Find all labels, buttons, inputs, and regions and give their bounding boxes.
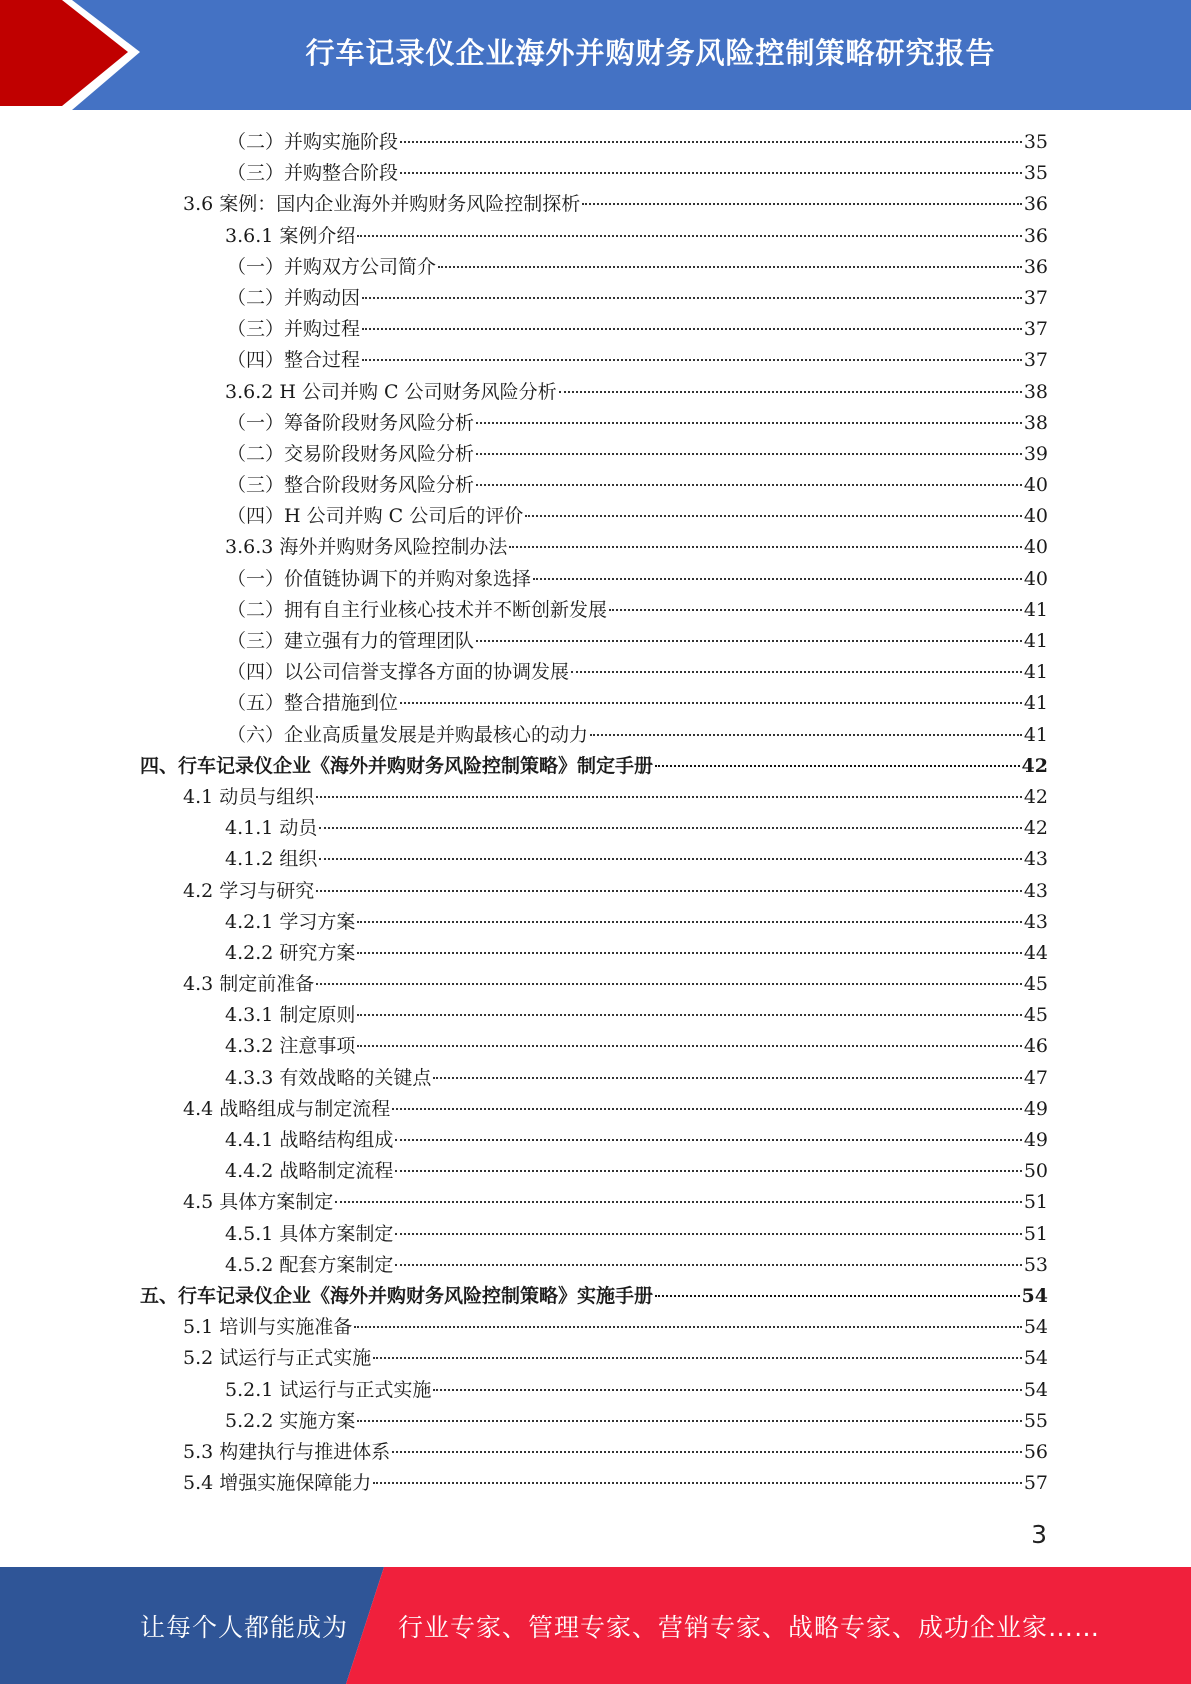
toc-entry-page: 53 (1023, 1253, 1048, 1276)
toc-entry-page: 43 (1023, 848, 1048, 871)
toc-leader-dots (373, 1482, 1022, 1484)
toc-entry[interactable] (140, 1187, 1048, 1218)
toc-leader-dots (316, 796, 1022, 798)
toc-entry-title: 4.5.1 具体方案制定 (225, 1222, 394, 1245)
toc-entry[interactable] (140, 907, 1048, 938)
toc-entry-title: （四）以公司信誉支撑各方面的协调发展 (227, 661, 570, 684)
toc-leader-dots (395, 1264, 1021, 1266)
toc-entry-page: 41 (1023, 661, 1048, 684)
toc-entry-title: （三）建立强有力的管理团队 (227, 630, 475, 652)
toc-entry-page: 49 (1023, 1129, 1048, 1151)
toc-entry-page: 40 (1023, 505, 1048, 528)
toc-entry[interactable] (140, 252, 1048, 283)
toc-entry[interactable] (140, 1031, 1048, 1062)
toc-leader-dots (316, 890, 1022, 892)
toc-leader-dots (392, 1451, 1022, 1453)
toc-entry-title: 四、行车记录仪企业《海外并购财务风险控制策略》制定手册 (140, 754, 654, 777)
toc-leader-dots (335, 1201, 1022, 1203)
toc-leader-dots (357, 235, 1021, 237)
toc-entry-title: （三）并购整合阶段 (227, 162, 399, 185)
toc-leader-dots (354, 1326, 1022, 1328)
toc-entry[interactable] (140, 876, 1048, 907)
toc-entry-title: 5.2.1 试运行与正式实施 (225, 1378, 432, 1401)
toc-leader-dots (571, 671, 1022, 673)
toc-entry-title: 5.2 试运行与正式实施 (183, 1347, 372, 1370)
toc-entry-page: 54 (1023, 1378, 1048, 1401)
toc-entry[interactable] (140, 221, 1048, 252)
toc-entry-title: （一）价值链协调下的并购对象选择 (227, 567, 532, 590)
toc-leader-dots (438, 266, 1022, 268)
toc-leader-dots (590, 734, 1022, 736)
toc-entry[interactable] (140, 1406, 1048, 1437)
toc-entry-page: 45 (1023, 973, 1048, 996)
toc-entry[interactable] (140, 1343, 1048, 1374)
toc-entry-page: 45 (1023, 1004, 1048, 1027)
toc-entry[interactable] (140, 1063, 1048, 1094)
toc-entry-page: 54 (1023, 1316, 1048, 1339)
toc-entry-title: （六）企业高质量发展是并购最核心的动力 (227, 723, 589, 746)
toc-entry[interactable] (140, 501, 1048, 532)
toc-entry[interactable] (140, 969, 1048, 1000)
toc-entry-title: 4.5.2 配套方案制定 (225, 1253, 394, 1276)
toc-entry[interactable] (140, 1281, 1048, 1312)
toc-entry[interactable] (140, 844, 1048, 875)
toc-leader-dots (319, 858, 1021, 860)
toc-entry-title: 4.1.1 动员 (225, 817, 318, 840)
toc-entry-title: 4.2 学习与研究 (183, 879, 315, 902)
toc-entry[interactable] (140, 1000, 1048, 1031)
toc-leader-dots (395, 1233, 1021, 1235)
document-title: 行车记录仪企业海外并购财务风险控制策略研究报告 (305, 35, 996, 70)
toc-entry-page: 42 (1021, 754, 1048, 777)
toc-leader-dots (476, 484, 1022, 486)
toc-entry-page: 56 (1023, 1440, 1048, 1463)
table-of-contents (140, 127, 1048, 1499)
toc-entry-title: （四）整合过程 (227, 349, 361, 372)
toc-entry[interactable] (140, 657, 1048, 688)
toc-entry[interactable] (140, 1219, 1048, 1250)
toc-entry-page: 44 (1023, 941, 1048, 964)
toc-entry-page: 47 (1023, 1066, 1048, 1089)
toc-entry-title: 4.1 动员与组织 (183, 785, 315, 808)
toc-entry[interactable] (140, 1094, 1048, 1125)
toc-entry-page: 50 (1023, 1160, 1048, 1183)
toc-entry-title: （一）筹备阶段财务风险分析 (227, 411, 475, 434)
toc-entry-page: 41 (1023, 723, 1048, 746)
toc-leader-dots (433, 1389, 1021, 1391)
toc-entry-title: 4.4 战略组成与制定流程 (183, 1097, 391, 1120)
toc-entry-title: 4.4.2 战略制定流程 (225, 1160, 394, 1183)
toc-entry-page: 38 (1023, 411, 1048, 434)
toc-entry-title: （五）整合措施到位 (227, 692, 399, 715)
toc-leader-dots (395, 1170, 1021, 1172)
toc-entry-page: 35 (1023, 162, 1048, 185)
toc-entry-title: （二）拥有自主行业核心技术并不断创新发展 (227, 598, 608, 621)
toc-entry[interactable] (140, 720, 1048, 751)
toc-leader-dots (582, 203, 1022, 205)
toc-leader-dots (533, 578, 1022, 580)
toc-entry-page: 37 (1023, 286, 1048, 309)
toc-leader-dots (362, 359, 1022, 361)
toc-entry-title: 5.3 构建执行与推进体系 (183, 1440, 391, 1463)
toc-entry-title: 4.4.1 战略结构组成 (225, 1129, 394, 1151)
toc-entry-page: 36 (1023, 255, 1048, 278)
toc-entry[interactable] (140, 439, 1048, 470)
toc-entry-title: 3.6.1 案例介绍 (225, 224, 356, 247)
toc-entry-title: （二）并购实施阶段 (227, 131, 399, 153)
toc-entry-title: （三）并购过程 (227, 318, 361, 341)
toc-entry-page: 43 (1023, 879, 1048, 902)
toc-entry-title: 5.2.2 实施方案 (225, 1409, 356, 1432)
toc-entry-page: 43 (1023, 910, 1048, 933)
toc-leader-dots (395, 1139, 1021, 1141)
toc-entry[interactable] (140, 813, 1048, 844)
toc-leader-dots (655, 1295, 1020, 1297)
toc-leader-dots (476, 422, 1022, 424)
toc-entry[interactable] (140, 1156, 1048, 1187)
toc-entry-page: 41 (1023, 598, 1048, 621)
toc-leader-dots (319, 827, 1021, 829)
toc-entry[interactable] (140, 408, 1048, 439)
toc-entry-page: 37 (1023, 349, 1048, 372)
toc-leader-dots (609, 609, 1022, 611)
toc-entry-title: 4.5 具体方案制定 (183, 1191, 334, 1214)
toc-entry-page: 40 (1023, 567, 1048, 590)
toc-entry-title: 5.4 增强实施保障能力 (183, 1472, 372, 1495)
toc-leader-dots (316, 983, 1022, 985)
toc-entry-page: 36 (1023, 224, 1048, 247)
header-arrow-icon (0, 0, 160, 110)
toc-entry[interactable] (140, 158, 1048, 189)
toc-leader-dots (357, 1420, 1021, 1422)
toc-entry[interactable] (140, 1125, 1048, 1156)
toc-entry-page: 42 (1023, 817, 1048, 840)
toc-leader-dots (400, 172, 1022, 174)
toc-leader-dots (357, 1045, 1021, 1047)
toc-entry-title: （四）H 公司并购 C 公司后的评价 (227, 505, 524, 528)
toc-entry-title: （二）并购动因 (227, 286, 361, 309)
toc-entry[interactable] (140, 1468, 1048, 1499)
toc-entry-page: 54 (1023, 1347, 1048, 1370)
toc-entry-title: （三）整合阶段财务风险分析 (227, 474, 475, 497)
toc-leader-dots (509, 546, 1021, 548)
toc-entry[interactable] (140, 470, 1048, 501)
footer-band (0, 1567, 1191, 1684)
toc-entry-page: 55 (1023, 1409, 1048, 1432)
toc-entry-title: 4.1.2 组织 (225, 848, 318, 871)
toc-entry-page: 46 (1023, 1035, 1048, 1058)
toc-leader-dots (373, 1357, 1022, 1359)
toc-entry-page: 39 (1023, 442, 1048, 465)
toc-entry-page: 40 (1023, 474, 1048, 497)
toc-leader-dots (476, 640, 1022, 642)
toc-entry[interactable] (140, 189, 1048, 220)
toc-entry-title: 3.6.3 海外并购财务风险控制办法 (225, 536, 508, 559)
footer-slogan-left: 让每个人都能成为 (140, 1612, 349, 1642)
toc-entry[interactable] (140, 782, 1048, 813)
toc-entry[interactable] (140, 1375, 1048, 1406)
toc-entry-page: 57 (1023, 1472, 1048, 1495)
toc-leader-dots (357, 952, 1021, 954)
toc-leader-dots (433, 1077, 1021, 1079)
toc-leader-dots (476, 453, 1022, 455)
toc-entry-title: 3.6 案例：国内企业海外并购财务风险控制探析 (183, 193, 581, 216)
toc-entry-page: 36 (1023, 193, 1048, 216)
toc-entry[interactable] (140, 377, 1048, 408)
toc-entry-page: 51 (1023, 1191, 1048, 1214)
toc-entry[interactable] (140, 688, 1048, 719)
toc-entry-page: 49 (1023, 1097, 1048, 1120)
toc-entry-title: 4.2.1 学习方案 (225, 910, 356, 933)
toc-entry[interactable] (140, 532, 1048, 563)
toc-entry-title: 5.1 培训与实施准备 (183, 1316, 353, 1339)
toc-leader-dots (655, 765, 1020, 767)
toc-entry[interactable] (140, 595, 1048, 626)
toc-entry-page: 42 (1023, 785, 1048, 808)
toc-leader-dots (400, 702, 1022, 704)
toc-entry[interactable] (140, 345, 1048, 376)
toc-entry-page: 35 (1023, 131, 1048, 153)
toc-leader-dots (400, 141, 1022, 143)
toc-leader-dots (362, 297, 1022, 299)
toc-entry[interactable] (140, 1437, 1048, 1468)
toc-entry-title: （一）并购双方公司简介 (227, 255, 437, 278)
toc-entry[interactable] (140, 626, 1048, 657)
toc-entry[interactable] (140, 314, 1048, 345)
toc-entry-page: 37 (1023, 318, 1048, 341)
toc-entry[interactable] (140, 751, 1048, 782)
toc-leader-dots (357, 1014, 1021, 1016)
toc-entry-page: 41 (1023, 630, 1048, 652)
toc-entry[interactable] (140, 938, 1048, 969)
toc-entry[interactable] (140, 127, 1048, 158)
toc-entry-title: 4.3.3 有效战略的关键点 (225, 1066, 432, 1089)
toc-leader-dots (362, 328, 1022, 330)
toc-entry-title: 4.2.2 研究方案 (225, 941, 356, 964)
toc-entry[interactable] (140, 1312, 1048, 1343)
toc-entry-title: 五、行车记录仪企业《海外并购财务风险控制策略》实施手册 (140, 1284, 654, 1307)
toc-entry[interactable] (140, 564, 1048, 595)
toc-entry-title: 3.6.2 H 公司并购 C 公司财务风险分析 (225, 380, 557, 403)
header-band (0, 0, 1191, 110)
toc-entry[interactable] (140, 283, 1048, 314)
toc-entry-title: 4.3 制定前准备 (183, 973, 315, 996)
toc-leader-dots (392, 1108, 1022, 1110)
toc-entry-page: 40 (1023, 536, 1048, 559)
toc-leader-dots (525, 515, 1022, 517)
toc-entry-page: 51 (1023, 1222, 1048, 1245)
page-number: 3 (1031, 1520, 1047, 1549)
footer-slogan-right: 行业专家、管理专家、营销专家、战略专家、成功企业家…… (398, 1612, 1101, 1642)
toc-entry-title: 4.3.2 注意事项 (225, 1035, 356, 1058)
toc-leader-dots (559, 391, 1022, 393)
toc-leader-dots (357, 921, 1021, 923)
toc-entry[interactable] (140, 1250, 1048, 1281)
toc-entry-page: 38 (1023, 380, 1048, 403)
toc-entry-title: （二）交易阶段财务风险分析 (227, 442, 475, 465)
toc-entry-title: 4.3.1 制定原则 (225, 1004, 356, 1027)
toc-entry-page: 54 (1021, 1284, 1048, 1307)
toc-entry-page: 41 (1023, 692, 1048, 715)
